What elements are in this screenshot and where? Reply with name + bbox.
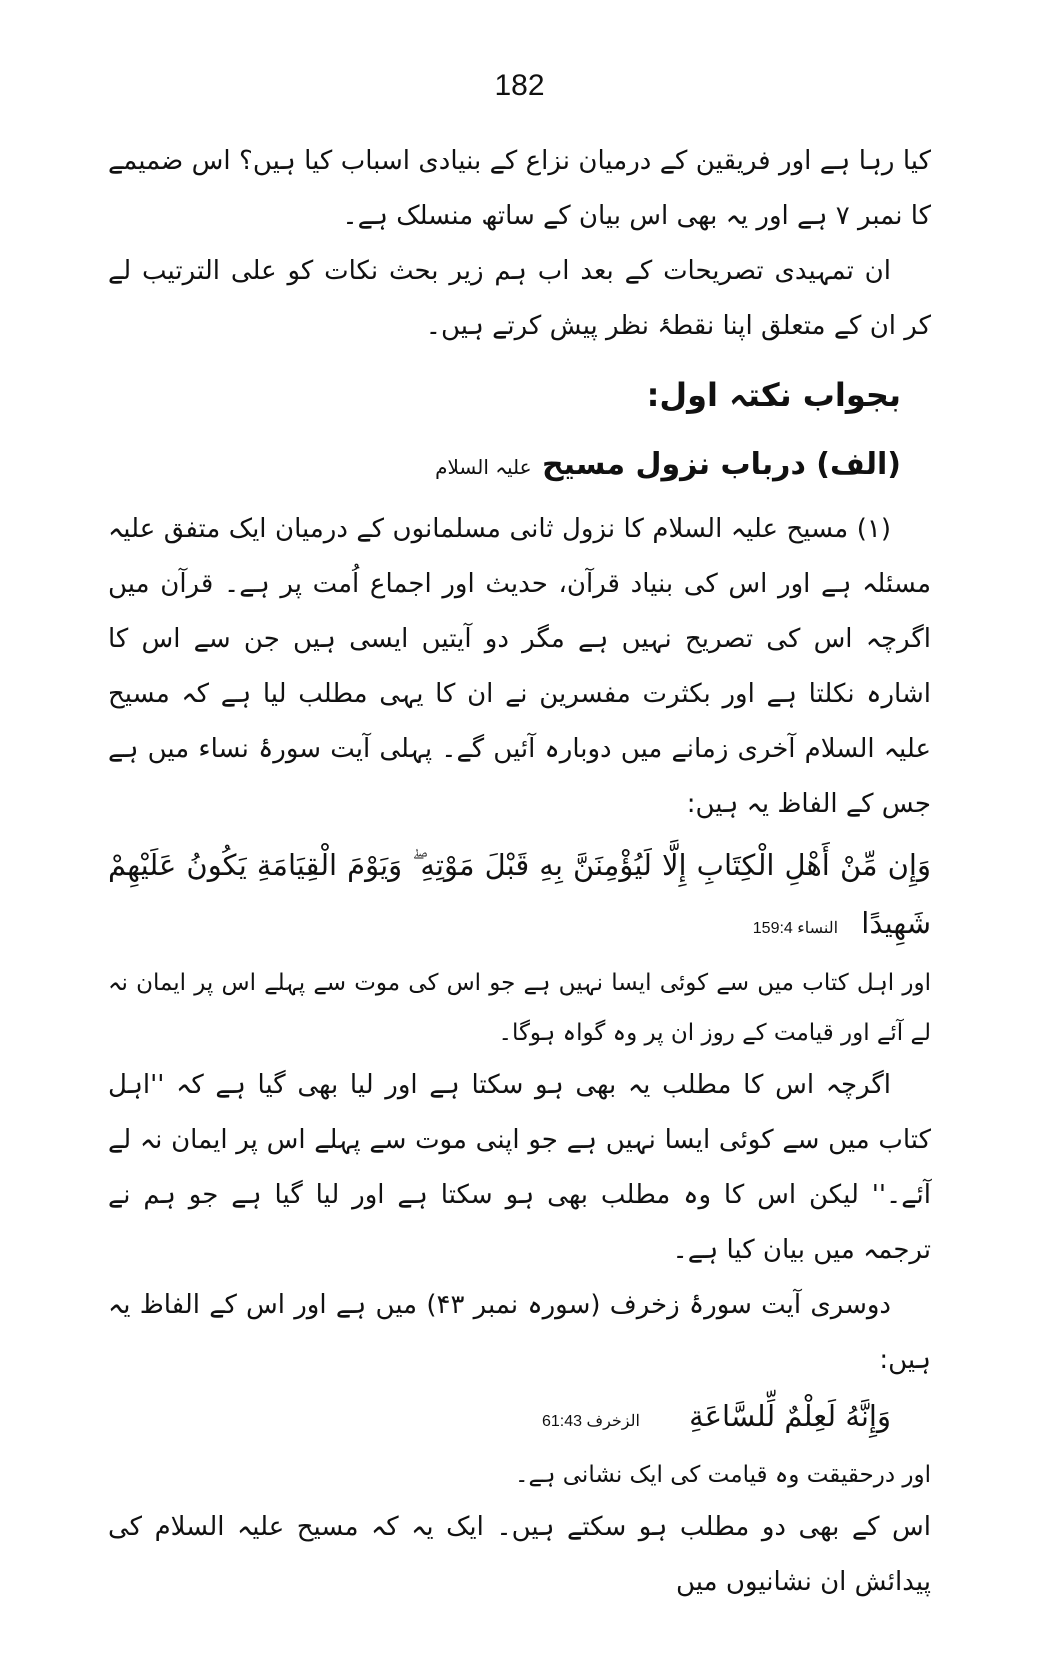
quran-verse-nisa xyxy=(108,836,931,958)
paragraph-two-meanings: اس کے بھی دو مطلب ہو سکتے ہیں۔ ایک یہ کہ مسیح علیہ السلام کی پیدائش ان نشانیوں میں xyxy=(108,1512,931,1597)
page-content xyxy=(108,134,931,1610)
paragraph-second-coming: (۱) مسیح علیہ السلام کا نزول ثانی مسلمانوں کے درمیان ایک متفق علیہ مسئلہ ہے اور اس کی بنیاد قرآن، حدیث اور اجماع اُمت پر ہے۔ قرآن میں اگرچہ اس کی تصریح نہیں ہے مگر دو آیتیں ایسی ہیں جن سے اس کا اشارہ نکلتا ہے اور بکثرت مفسرین نے ان کا یہی مطلب لیا ہے کہ مسیح علیہ السلام آخری زمانے میں دوبارہ آئیں گے۔ پہلی آیت سورۂ نساء میں ہے جس کے الفاظ یہ ہیں: xyxy=(108,514,931,819)
verse-text-zukhruf: وَإِنَّهُ لَعِلْمٌ لِّلسَّاعَةِ xyxy=(689,1399,891,1433)
paragraph-second-verse-intro: دوسری آیت سورۂ زخرف (سورہ نمبر ۴۳) میں ہے اور اس کے الفاظ یہ ہیں: xyxy=(108,1290,931,1375)
verse-translation-nisa: اور اہل کتاب میں سے کوئی ایسا نہیں ہے جو اس کی موت سے پہلے اس پر ایمان نہ لے آئے اور قیامت کے روز ان پر وہ گواہ ہوگا۔ xyxy=(108,970,931,1046)
quran-verse-zukhruf xyxy=(108,1388,931,1450)
verse-reference-zukhruf: الزخرف 61:43 xyxy=(541,1413,640,1430)
paragraph-alternate-meaning: اگرچہ اس کا مطلب یہ بھی ہو سکتا ہے اور لیا بھی گیا ہے کہ ''اہل کتاب میں سے کوئی ایسا نہیں ہے جو اپنی موت سے پہلے اس پر ایمان نہ لے آئے۔'' لیکن اس کا وہ مطلب بھی ہو سکتا ہے اور لیا گیا ہے جو ہم نے ترجمہ میں بیان کیا ہے۔ xyxy=(108,1070,931,1265)
verse-text-nisa: وَإِن مِّنْ أَهْلِ الْكِتَابِ إِلَّا لَيُؤْمِنَنَّ بِهِ قَبْلَ مَوْتِهِ ۖ وَيَوْمَ الْقِيَامَةِ يَكُونُ عَلَيْهِمْ شَهِيدًا xyxy=(108,848,931,940)
page-number: 182 xyxy=(494,69,545,102)
paragraph-preliminary-remarks: ان تمہیدی تصریحات کے بعد اب ہم زیر بحث نکات کو علی الترتیب لے کر ان کے متعلق اپنا نقطۂ نظر پیش کرتے ہیں۔ xyxy=(108,256,931,341)
paragraph-intro-continuation: کیا رہا ہے اور فریقین کے درمیان نزاع کے بنیادی اسباب کیا ہیں؟ اس ضمیمے کا نمبر ۷ ہے اور یہ بھی اس بیان کے ساتھ منسلک ہے۔ xyxy=(108,146,931,231)
subsection-heading-honorific: علیہ السلام xyxy=(435,455,532,479)
section-heading: بجواب نکتہ اول: xyxy=(646,376,901,414)
verse-reference-nisa: النساء 159:4 xyxy=(752,920,839,937)
subsection-heading-main: (الف) درباب نزول مسیح xyxy=(542,447,901,482)
subsection-heading xyxy=(108,430,931,502)
verse-translation-zukhruf: اور درحقیقت وہ قیامت کی ایک نشانی ہے۔ xyxy=(515,1462,931,1488)
